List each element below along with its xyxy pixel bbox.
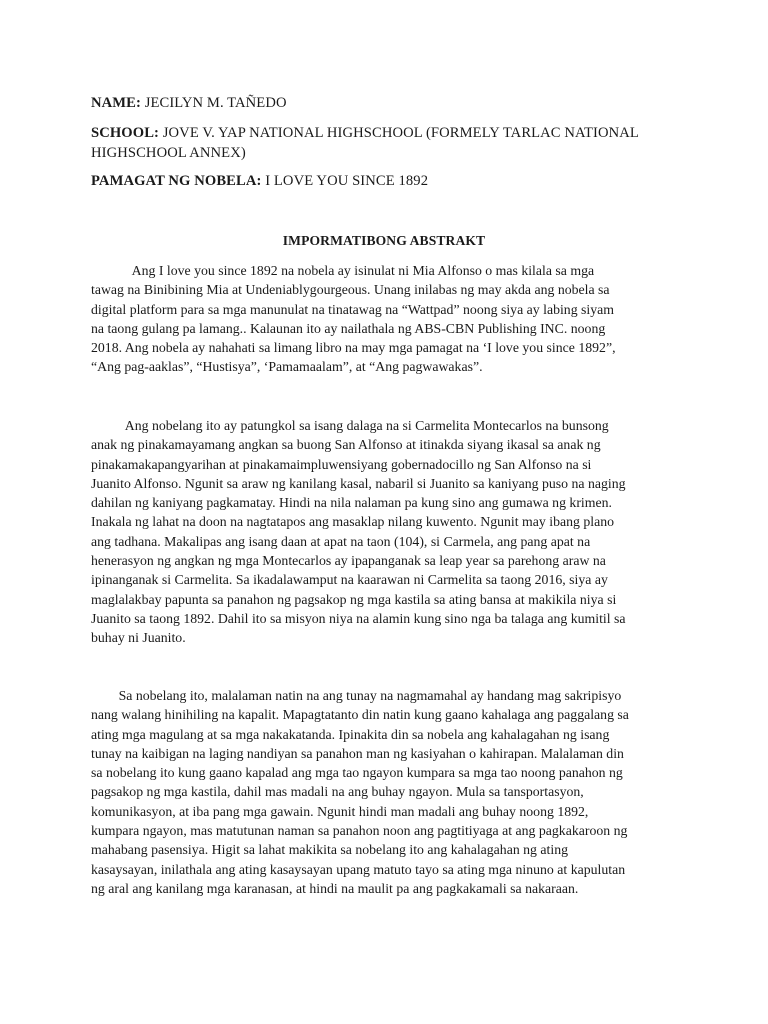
novel-title-line (91, 171, 691, 191)
novel-title-label: PAMAGAT NG NOBELA: (91, 173, 262, 189)
paragraph-line: Sa nobelang ito, malalaman natin na ang tunay na nagmamahal ay handang mag sakripisyo (91, 688, 622, 703)
paragraph-line: ang tadhana. Makalipas ang isang daan at apat na taon (104), si Carmela, ang pang apat na (91, 533, 591, 549)
paragraph-line: pagsakop ng mga kastila, dahil mas madali na ang buhay ngayon. Mula sa tansportasyon, (91, 784, 584, 800)
paragraph-line: ng aral ang kanilang mga karanasan, at hindi na maulit pa ang pagkakamali sa nakaraan. (91, 880, 579, 896)
paragraph-line: Inakala ng lahat na doon na nagtatapos ang masaklap nilang kuwento. Ngunit may ibang plano (91, 514, 614, 530)
paragraph-line: henerasyon ng angkan ng mga Montecarlos ay ipapanganak sa leap year sa parehong araw na (91, 553, 606, 569)
name-line (91, 93, 691, 113)
paragraph-line: 2018. Ang nobela ay nahahati sa limang libro na may mga pamagat na ‘I love you since 1892”, (91, 340, 616, 356)
paragraph-line: ating mga magulang at sa mga nakakatanda. Ipinakita din sa nobela ang kahalagahan ng isang (91, 726, 610, 742)
paragraph-line: komunikasyon, at iba pang mga gawain. Ngunit hindi man madali ang buhay noong 1892, (91, 803, 589, 819)
paragraph-line: digital platform para sa mga manunulat na tinatawag na “Wattpad” noong siya ay labing siyam (91, 301, 615, 317)
paragraph (91, 686, 683, 898)
section-heading: IMPORMATIBONG ABSTRAKT (282, 233, 486, 248)
paragraph-line: kasaysayan, inilathala ang ating kasaysayan upang matuto tayo sa ating mga ninuno at kapulutan (91, 861, 626, 877)
school-value: JOVE V. YAP NATIONAL HIGHSCHOOL (FORMELY TARLAC NATIONAL HIGHSCHOOL ANNEX) (91, 125, 639, 161)
school-line (91, 123, 671, 163)
paragraph (91, 261, 683, 377)
paragraph-line: tawag na Binibining Mia at Undeniablygourgeous. Unang inilabas ng may akda ang nobela sa (91, 282, 610, 298)
paragraph-line: Juanito sa taong 1892. Dahil ito sa misyon niya na alamin kung sino nga ba talaga ang kumitil sa (91, 610, 626, 626)
paragraph-line: pinakamakapangyarihan at pinakamaimpluwensiyang gobernadocillo ng San Alfonso na si (91, 456, 592, 472)
paragraph-line: kumpara ngayon, mas matutunan naman sa panahon noon ang pagtitiyaga at ang pagkakaroon ng (91, 823, 628, 839)
paragraph-line: “Ang pag-aaklas”, “Hustisya”, ‘Pamamaalam”, at “Ang pagwawakas”. (91, 359, 483, 375)
novel-title-value: I LOVE YOU SINCE 1892 (261, 173, 429, 189)
paragraph-line: maglalakbay papunta sa panahon ng pagsakop ng mga kastila sa ating bansa at makikila niya si (91, 591, 617, 607)
paragraph-line: Ang nobelang ito ay patungkol sa isang dalaga na si Carmelita Montecarlos na bunsong (91, 418, 609, 433)
name-label: NAME: (91, 95, 141, 111)
paragraph-line: sa nobelang ito kung gaano kapalad ang mga tao ngayon kumpara sa mga tao noong panahon ng (91, 765, 623, 781)
paragraph-line: nang walang hinihiling na kapalit. Mapagtatanto din natin kung gaano kahalaga ang paggalang sa (91, 707, 629, 723)
paragraph-line: na taong gulang pa lamang.. Kalaunan ito ay nailathala ng ABS-CBN Publishing INC. noong (91, 320, 606, 336)
paragraph-line: buhay ni Juanito. (91, 630, 186, 646)
school-label: SCHOOL: (91, 125, 160, 141)
paragraph-line: dahilan ng kaniyang pagkamatay. Hindi na nila nalaman pa kung sino ang gumawa ng krimen. (91, 495, 612, 511)
paragraph-line: tunay na kaibigan na laging nandiyan sa panahon man ng kasiyahan o kahirapan. Malalaman din (91, 745, 624, 761)
paragraph (91, 416, 683, 648)
paragraph-line: ipinanganak si Carmelita. Sa ikadalawamput na kaarawan ni Carmelita sa taong 2016, siya ay (91, 572, 608, 588)
paragraph-line: anak ng pinakamayamang angkan sa buong San Alfonso at itinakda siyang ikasal sa anak ng (91, 437, 601, 453)
paragraph-line: Juanito Alfonso. Ngunit sa araw ng kanilang kasal, nabaril si Juanito sa kaniyang puso na naging (91, 475, 626, 491)
paragraph-line: mahabang pasensiya. Higit sa lahat makikita sa nobelang ito ang kahalagahan ng ating (91, 842, 568, 858)
name-value: JECILYN M. TAÑEDO (140, 95, 287, 111)
paragraph-line: Ang I love you since 1892 na nobela ay isinulat ni Mia Alfonso o mas kilala sa mga (91, 263, 595, 278)
